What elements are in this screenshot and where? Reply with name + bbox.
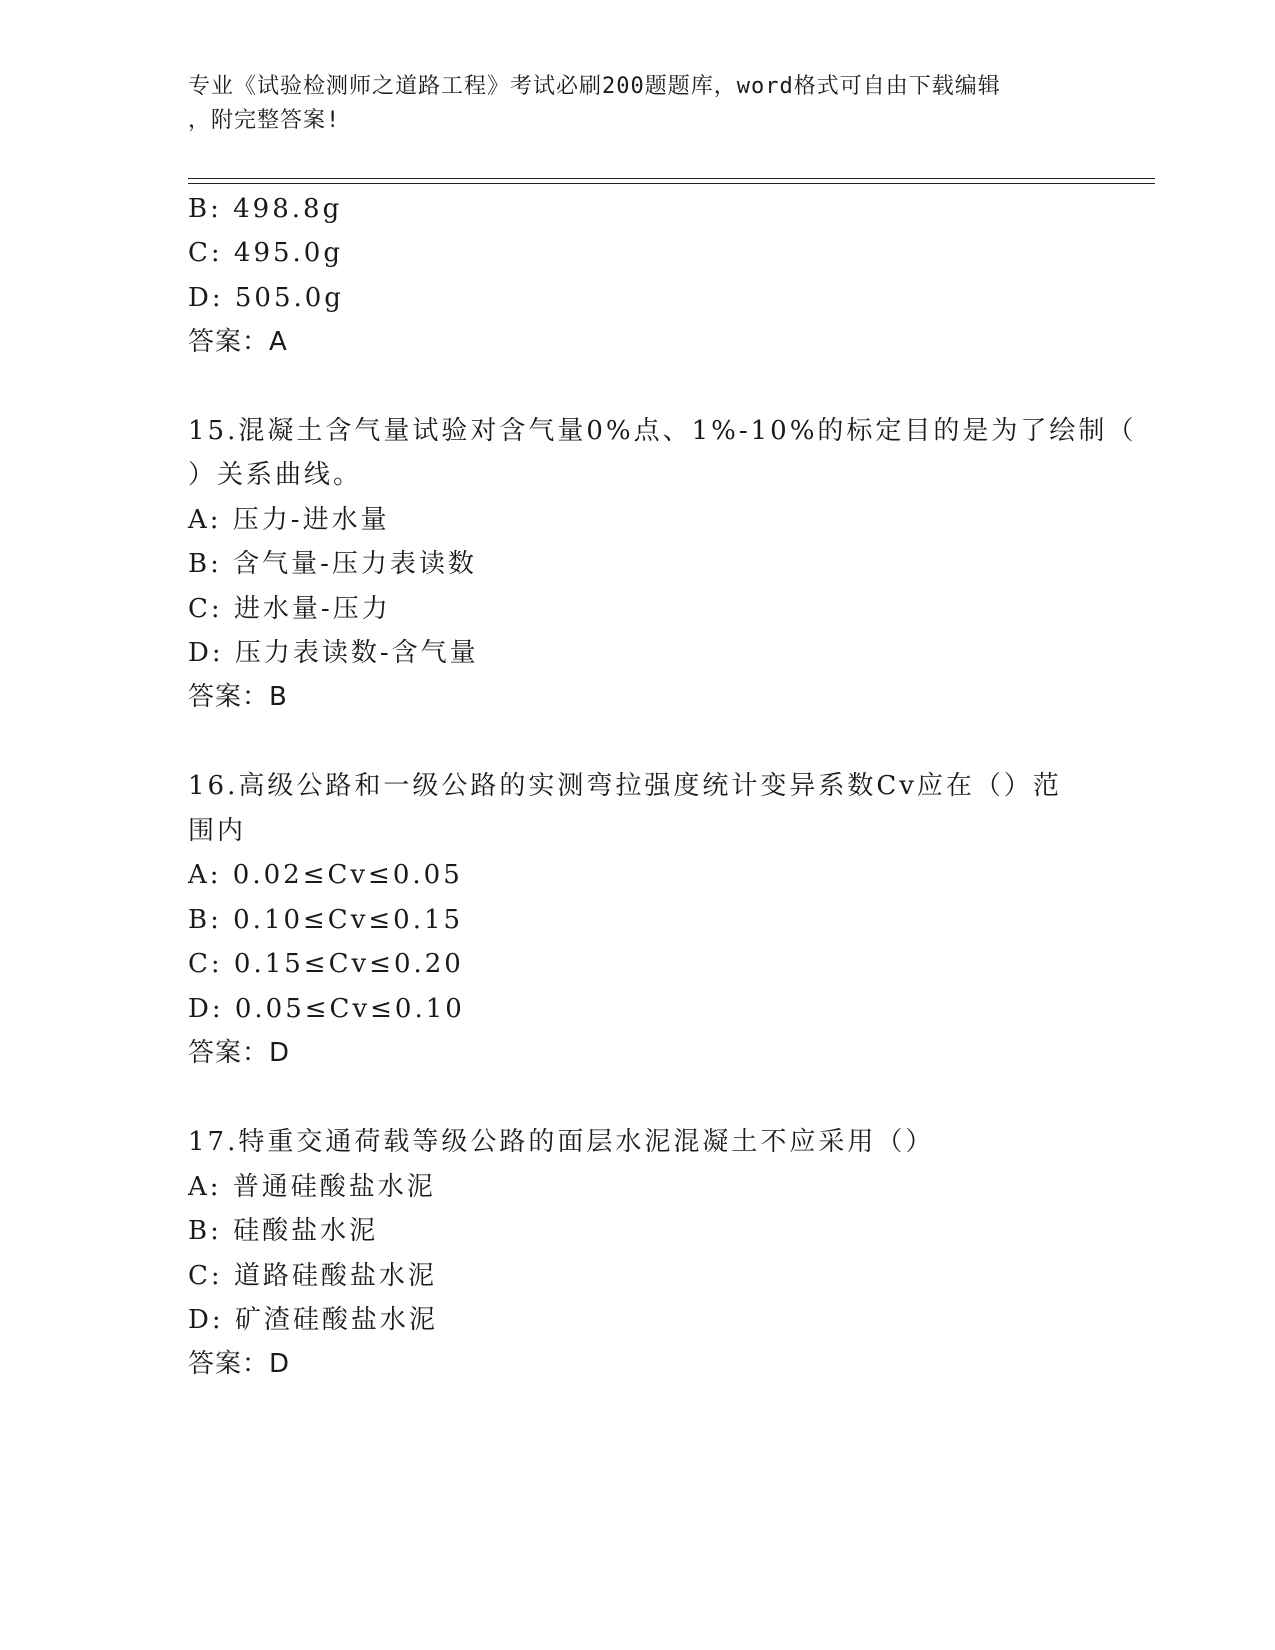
answer: 答案：A (188, 327, 288, 357)
question-16-option-a: A: 0.02≤Cv≤0.05 (188, 860, 463, 890)
question-16-stem-line-2: 围内 (188, 816, 247, 846)
header-divider-top (188, 178, 1155, 179)
question-15-answer: 答案：B (188, 682, 288, 712)
document-header (188, 70, 1088, 138)
question-17-stem-line-1: 17.特重交通荷载等级公路的面层水泥混凝土不应采用（） (188, 1127, 935, 1157)
question-16-answer: 答案：D (188, 1038, 291, 1068)
question-15-option-d: D: 压力表读数-含气量 (188, 638, 479, 668)
question-17-option-b: B: 硅酸盐水泥 (188, 1216, 379, 1246)
question-17-option-a: A: 普通硅酸盐水泥 (188, 1172, 436, 1202)
question-15-option-a: A: 压力-进水量 (188, 505, 390, 535)
question-17-option-c: C: 道路硅酸盐水泥 (188, 1261, 437, 1291)
question-15-stem-line-2: ）关系曲线。 (188, 460, 363, 490)
option-b: B: 498.8g (188, 194, 343, 224)
question-16-option-d: D: 0.05≤Cv≤0.10 (188, 994, 465, 1024)
question-17-option-d: D: 矿渣硅酸盐水泥 (188, 1305, 438, 1335)
header-divider-bottom (188, 183, 1155, 184)
question-15-stem-line-1: 15.混凝土含气量试验对含气量0%点、1%-10%的标定目的是为了绘制（ (188, 416, 1137, 446)
header-title-line-1: 专业《试验检测师之道路工程》考试必刷200题题库，word格式可自由下载编辑 (188, 74, 1001, 99)
option-d: D: 505.0g (188, 283, 344, 313)
question-16-option-b: B: 0.10≤Cv≤0.15 (188, 905, 464, 935)
question-15-option-c: C: 进水量-压力 (188, 594, 391, 624)
question-15-option-b: B: 含气量-压力表读数 (188, 549, 477, 579)
header-title-line-2: ，附完整答案! (188, 108, 341, 133)
option-c: C: 495.0g (188, 238, 343, 268)
question-16-stem-line-1: 16.高级公路和一级公路的实测弯拉强度统计变异系数Cv应在（）范 (188, 771, 1062, 801)
question-16-option-c: C: 0.15≤Cv≤0.20 (188, 949, 464, 979)
question-17-answer: 答案：D (188, 1349, 291, 1379)
